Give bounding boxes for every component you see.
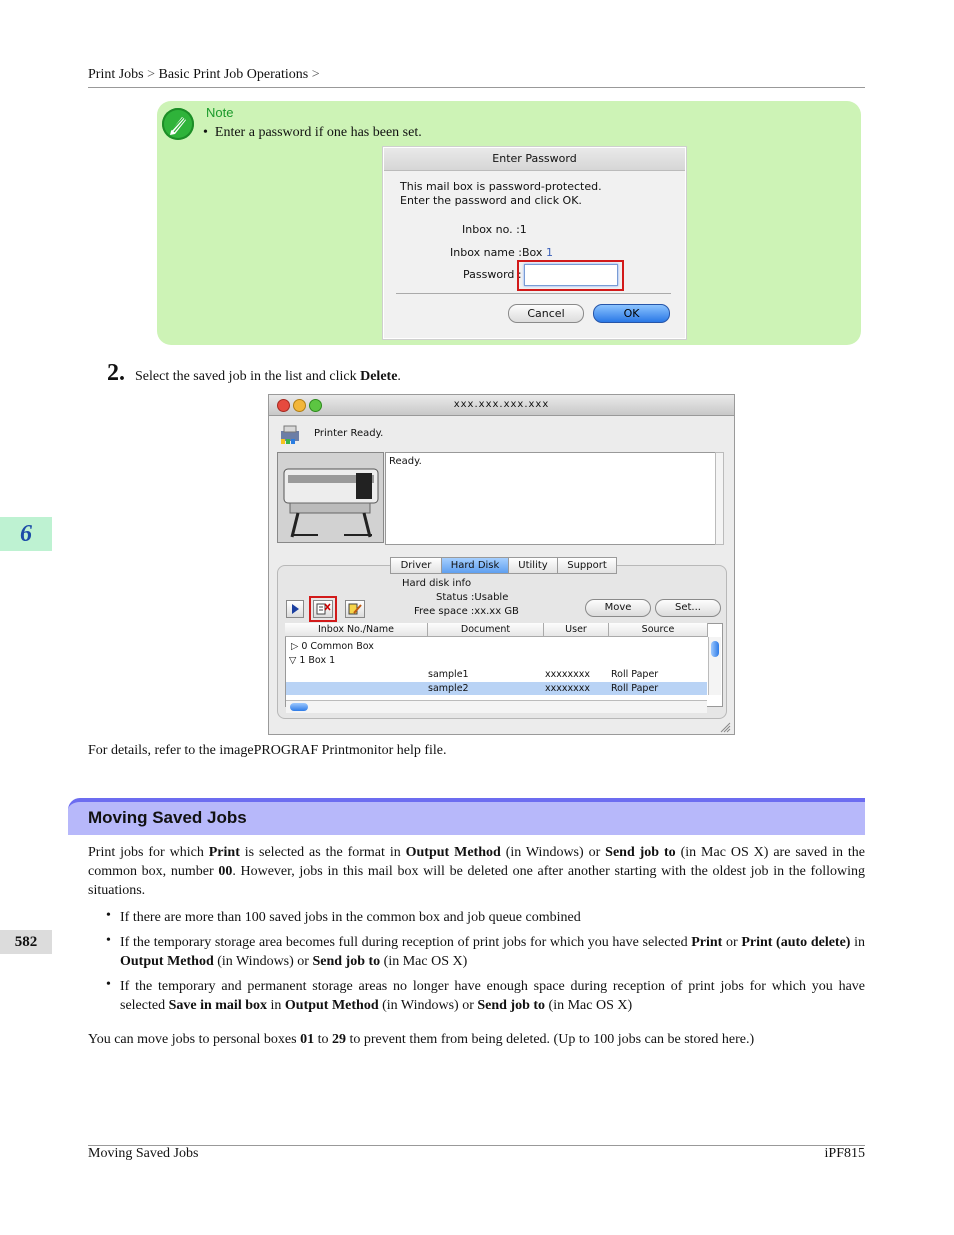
scroll-thumb[interactable] bbox=[711, 641, 719, 657]
step-number: 2. bbox=[107, 360, 125, 386]
dialog-message-line1: This mail box is password-protected. bbox=[400, 180, 602, 193]
h-scroll-thumb[interactable] bbox=[290, 703, 308, 711]
bullet-bold: Print (auto delete) bbox=[741, 935, 851, 950]
breadcrumb-separator: > bbox=[311, 67, 320, 82]
section-title: Moving Saved Jobs bbox=[88, 808, 247, 827]
bullet-marker: • bbox=[106, 908, 111, 923]
move-button[interactable]: Move bbox=[585, 599, 651, 617]
breadcrumb-print-jobs[interactable]: Print Jobs bbox=[88, 67, 144, 82]
table-row[interactable] bbox=[289, 655, 335, 666]
intro-bold: Send job to bbox=[605, 845, 676, 860]
inbox-no-label: Inbox no. :1 bbox=[462, 223, 527, 236]
tab-driver[interactable]: Driver bbox=[390, 557, 442, 574]
intro-text: Print jobs for which bbox=[88, 845, 209, 860]
intro-paragraph bbox=[88, 843, 865, 900]
bullet-item-2 bbox=[120, 933, 865, 971]
intro-text: (in Windows) or bbox=[500, 845, 606, 860]
dialog-divider bbox=[396, 293, 671, 294]
bullet-bold: Send job to bbox=[312, 954, 381, 969]
password-label: Password : bbox=[463, 268, 522, 281]
dialog-message-line2: Enter the password and click OK. bbox=[400, 194, 582, 207]
password-input[interactable] bbox=[524, 264, 618, 286]
step-text-bold: Delete bbox=[360, 369, 398, 384]
edit-job-button[interactable] bbox=[345, 600, 365, 618]
col-inbox[interactable]: Inbox No./Name bbox=[285, 623, 428, 637]
bullet-bold: Output Method bbox=[284, 998, 379, 1013]
play-button[interactable] bbox=[286, 600, 304, 618]
job-document-cell: sample1 bbox=[428, 669, 469, 680]
bullet-text: in bbox=[267, 998, 285, 1013]
job-source-cell: Roll Paper bbox=[611, 669, 659, 680]
col-user[interactable]: User bbox=[544, 623, 609, 637]
printer-image bbox=[277, 452, 384, 543]
job-document-cell: sample2 bbox=[428, 683, 469, 694]
printmonitor-window bbox=[268, 394, 735, 735]
bullet-item-1: If there are more than 100 saved jobs in the common box and job queue combined bbox=[120, 910, 581, 925]
zoom-window-icon[interactable] bbox=[309, 399, 322, 412]
footer-rule bbox=[88, 1145, 865, 1146]
col-source[interactable]: Source bbox=[609, 623, 708, 637]
cancel-button[interactable]: Cancel bbox=[508, 304, 584, 323]
hard-disk-info-label: Hard disk info bbox=[402, 578, 472, 589]
printer-status-icon bbox=[279, 423, 301, 445]
job-user-cell: xxxxxxxx bbox=[545, 669, 590, 680]
tab-hard-disk[interactable]: Hard Disk bbox=[441, 557, 509, 574]
closing-bold: 01 bbox=[300, 1032, 315, 1047]
printer-status-text: Printer Ready. bbox=[314, 428, 384, 439]
tab-support[interactable]: Support bbox=[557, 557, 617, 574]
col-document[interactable]: Document bbox=[428, 623, 544, 637]
bullet-text: (in Mac OS X) bbox=[545, 998, 633, 1013]
bullet-text: or bbox=[722, 935, 742, 950]
bullet-text: (in Windows) or bbox=[213, 954, 313, 969]
disclosure-down-icon[interactable]: ▽ bbox=[289, 655, 297, 666]
inbox-name-cell: 0 Common Box bbox=[301, 641, 374, 652]
details-text: For details, refer to the imagePROGRAF Printmonitor help file. bbox=[88, 743, 447, 758]
intro-bold: Output Method bbox=[405, 845, 501, 860]
set-button[interactable]: Set... bbox=[655, 599, 721, 617]
breadcrumb-basic-operations[interactable]: Basic Print Job Operations bbox=[158, 67, 309, 82]
bullet-text: (in Windows) or bbox=[378, 998, 478, 1013]
dialog-title: Enter Password bbox=[384, 148, 685, 171]
bullet-marker: • bbox=[106, 933, 111, 948]
bullet-text: If the temporary storage area becomes full during reception of print jobs for which you have selected bbox=[120, 935, 692, 950]
tab-utility[interactable]: Utility bbox=[508, 557, 558, 574]
bullet-item-3 bbox=[120, 977, 865, 1015]
header-rule bbox=[88, 87, 865, 88]
hard-disk-status: Status :Usable bbox=[436, 592, 509, 603]
step-text-after: . bbox=[397, 369, 401, 384]
pencil-icon bbox=[162, 108, 194, 140]
closing-paragraph bbox=[88, 1030, 865, 1049]
bullet-text: in bbox=[850, 935, 866, 950]
note-bullet: • Enter a password if one has been set. bbox=[203, 125, 422, 140]
minimize-window-icon[interactable] bbox=[293, 399, 306, 412]
intro-text: (in Mac OS X) are saved in the common box, number bbox=[88, 845, 866, 879]
closing-text: You can move jobs to personal boxes bbox=[88, 1032, 301, 1047]
message-area bbox=[385, 452, 716, 545]
bullet-text: (in Mac OS X) bbox=[380, 954, 468, 969]
inbox-name-label bbox=[450, 246, 553, 259]
resize-grip-icon[interactable] bbox=[719, 721, 731, 733]
bullet-text: If the temporary and permanent storage areas no longer have enough space during reception of print jobs for which you have selected bbox=[120, 979, 865, 1013]
close-window-icon[interactable] bbox=[277, 399, 290, 412]
note-title: Note bbox=[206, 105, 234, 120]
bullet-bold: Output Method bbox=[120, 954, 214, 969]
ok-button[interactable]: OK bbox=[593, 304, 670, 323]
footer-left: Moving Saved Jobs bbox=[88, 1146, 199, 1161]
note-bullet-text: Enter a password if one has been set. bbox=[214, 125, 422, 140]
table-vertical-scrollbar[interactable] bbox=[708, 637, 721, 695]
closing-text: to bbox=[314, 1032, 332, 1047]
message-text: Ready. bbox=[389, 456, 422, 467]
closing-text: to prevent them from being deleted. (Up to 100 jobs can be stored here.) bbox=[345, 1032, 755, 1047]
step-text-before: Select the saved job in the list and click bbox=[135, 369, 357, 384]
job-source-cell: Roll Paper bbox=[611, 683, 659, 694]
window-title: xxx.xxx.xxx.xxx bbox=[269, 395, 734, 416]
disclosure-right-icon[interactable]: ▷ bbox=[291, 641, 299, 652]
intro-text: is selected as the format in bbox=[239, 845, 406, 860]
delete-button-highlight bbox=[309, 596, 337, 622]
step-text bbox=[135, 369, 401, 385]
closing-bold: 29 bbox=[331, 1032, 346, 1047]
intro-bold: 00 bbox=[218, 864, 233, 879]
table-row[interactable] bbox=[291, 641, 374, 652]
page-number: 582 bbox=[0, 930, 52, 954]
bullet-bold: Send job to bbox=[477, 998, 546, 1013]
edit-icon bbox=[346, 601, 364, 617]
intro-bold: Print bbox=[208, 845, 240, 860]
message-scrollbar[interactable] bbox=[715, 452, 724, 545]
bullet-marker: • bbox=[106, 977, 111, 992]
inbox-name-number: 1 bbox=[545, 246, 553, 259]
breadcrumb bbox=[88, 67, 320, 83]
intro-text: . However, jobs in this mail box will be deleted one after another starting with the oldest job in the following situations. bbox=[88, 864, 866, 898]
table-horizontal-scrollbar[interactable] bbox=[286, 700, 707, 713]
hard-disk-free-space: Free space :xx.xx GB bbox=[414, 606, 519, 617]
breadcrumb-separator: > bbox=[147, 67, 156, 82]
bullet-bold: Print bbox=[691, 935, 723, 950]
enter-password-dialog bbox=[383, 147, 686, 339]
inbox-name-cell: 1 Box 1 bbox=[299, 655, 336, 666]
inbox-name-text: Inbox name :Box bbox=[450, 246, 543, 259]
footer-right: iPF815 bbox=[824, 1146, 865, 1161]
bullet-bold: Save in mail box bbox=[168, 998, 267, 1013]
job-user-cell: xxxxxxxx bbox=[545, 683, 590, 694]
chapter-number[interactable]: 6 bbox=[20, 521, 32, 547]
